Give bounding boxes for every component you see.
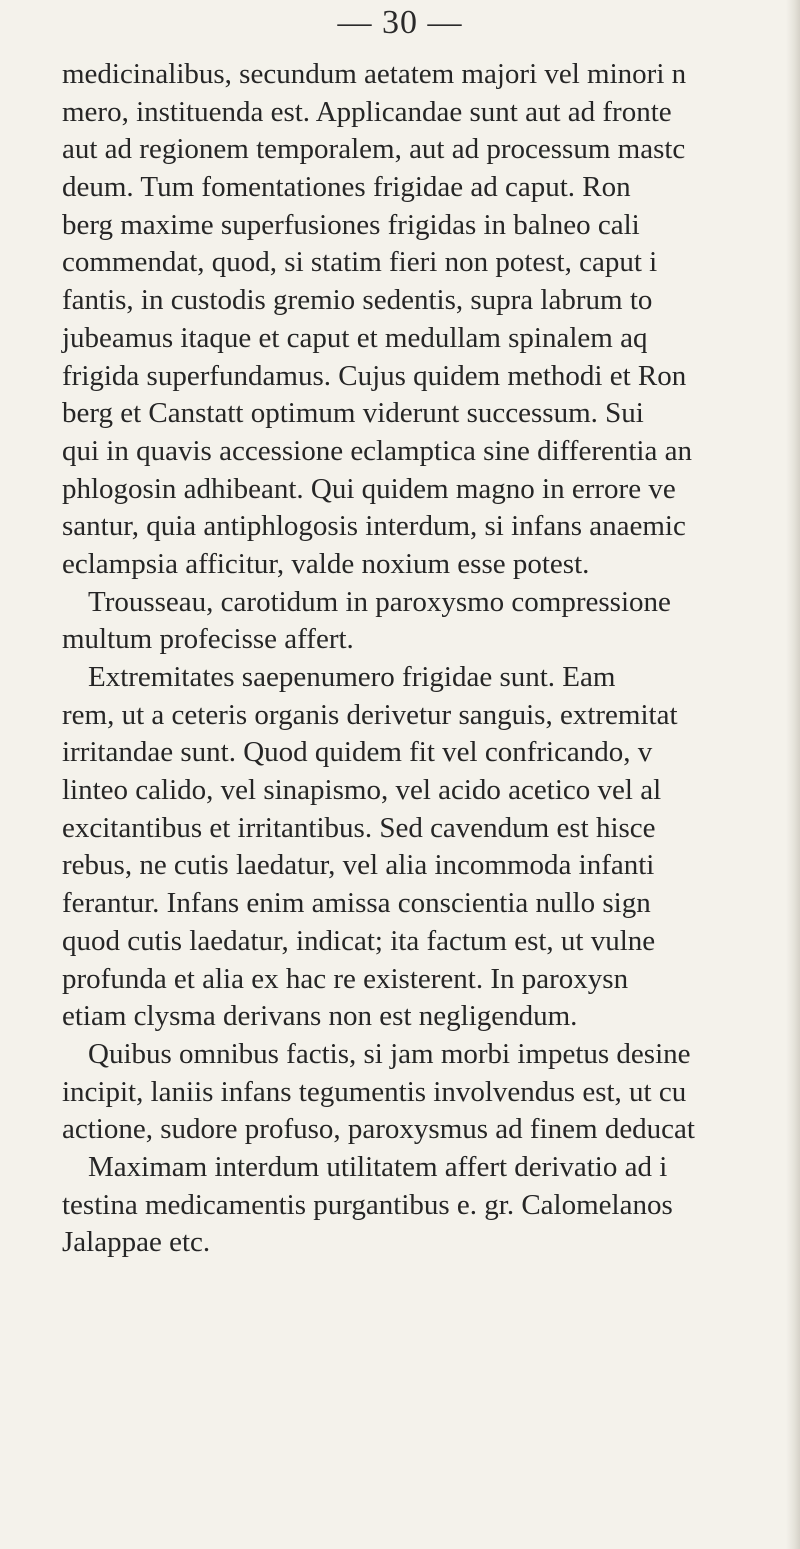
text-line: Quibus omnibus factis, si jam morbi impetus desine [88, 1037, 691, 1070]
text-line: aut ad regionem temporalem, aut ad processum mastc [62, 133, 686, 166]
text-line: Extremitates saepenumero frigidae sunt. Eam [88, 661, 616, 693]
text-line: profunda et alia ex hac re existerent. In paroxysn [62, 962, 629, 995]
text-line: berg maxime superfusiones frigidas in balneo cali [62, 208, 640, 241]
text-line: santur, quia antiphlogosis interdum, si infans anaemic [62, 510, 686, 543]
text-line: multum profecisse affert. [62, 623, 354, 656]
text-line: rem, ut a ceteris organis derivetur sanguis, extremitat [62, 698, 678, 731]
text-line: irritandae sunt. Quod quidem fit vel confricando, v [62, 736, 653, 769]
text-line: qui in quavis accessione eclamptica sine differentia an [62, 434, 692, 467]
text-line: deum. Tum fomentationes frigidae ad caput. Ron [62, 171, 631, 204]
text-line: Maximam interdum utilitatem affert derivatio ad i [88, 1150, 668, 1183]
text-line: frigida superfundamus. Cujus quidem methodi et Ron [62, 359, 687, 392]
text-line: eclampsia afficitur, valde noxium esse potest. [62, 547, 590, 580]
text-line: medicinalibus, secundum aetatem majori vel minori n [62, 58, 687, 90]
text-line: jubeamus itaque et caput et medullam spinalem aq [62, 321, 648, 354]
text-line: fantis, in custodis gremio sedentis, supra labrum to [62, 284, 653, 317]
text-line: berg et Canstatt optimum viderunt successum. Sui [62, 397, 644, 430]
text-line: Trousseau, carotidum in paroxysmo compressione [88, 585, 671, 618]
text-line: etiam clysma derivans non est negligendum. [62, 1000, 578, 1033]
text-line: commendat, quod, si statim fieri non potest, caput i [62, 246, 658, 279]
text-line: incipit, laniis infans tegumentis involvendus est, ut cu [62, 1075, 687, 1108]
text-line: phlogosin adhibeant. Qui quidem magno in errore ve [62, 472, 676, 505]
text-line: mero, instituenda est. Applicandae sunt aut ad fronte [62, 95, 672, 128]
text-line: Jalappae etc. [62, 1226, 211, 1259]
text-line: ferantur. Infans enim amissa conscientia nullo sign [62, 887, 651, 920]
text-line: rebus, ne cutis laedatur, vel alia incommoda infanti [62, 849, 655, 882]
text-line: quod cutis laedatur, indicat; ita factum est, ut vulne [62, 924, 656, 957]
body-text [62, 56, 800, 1262]
text-line: excitantibus et irritantibus. Sed cavendum est hisce [62, 811, 656, 844]
text-line: actione, sudore profuso, paroxysmus ad finem deducat [62, 1113, 695, 1146]
text-line: testina medicamentis purgantibus e. gr. Calomelanos [62, 1188, 673, 1221]
page-number: — 30 — [337, 4, 463, 41]
text-line: linteo calido, vel sinapismo, vel acido acetico vel al [62, 774, 662, 807]
